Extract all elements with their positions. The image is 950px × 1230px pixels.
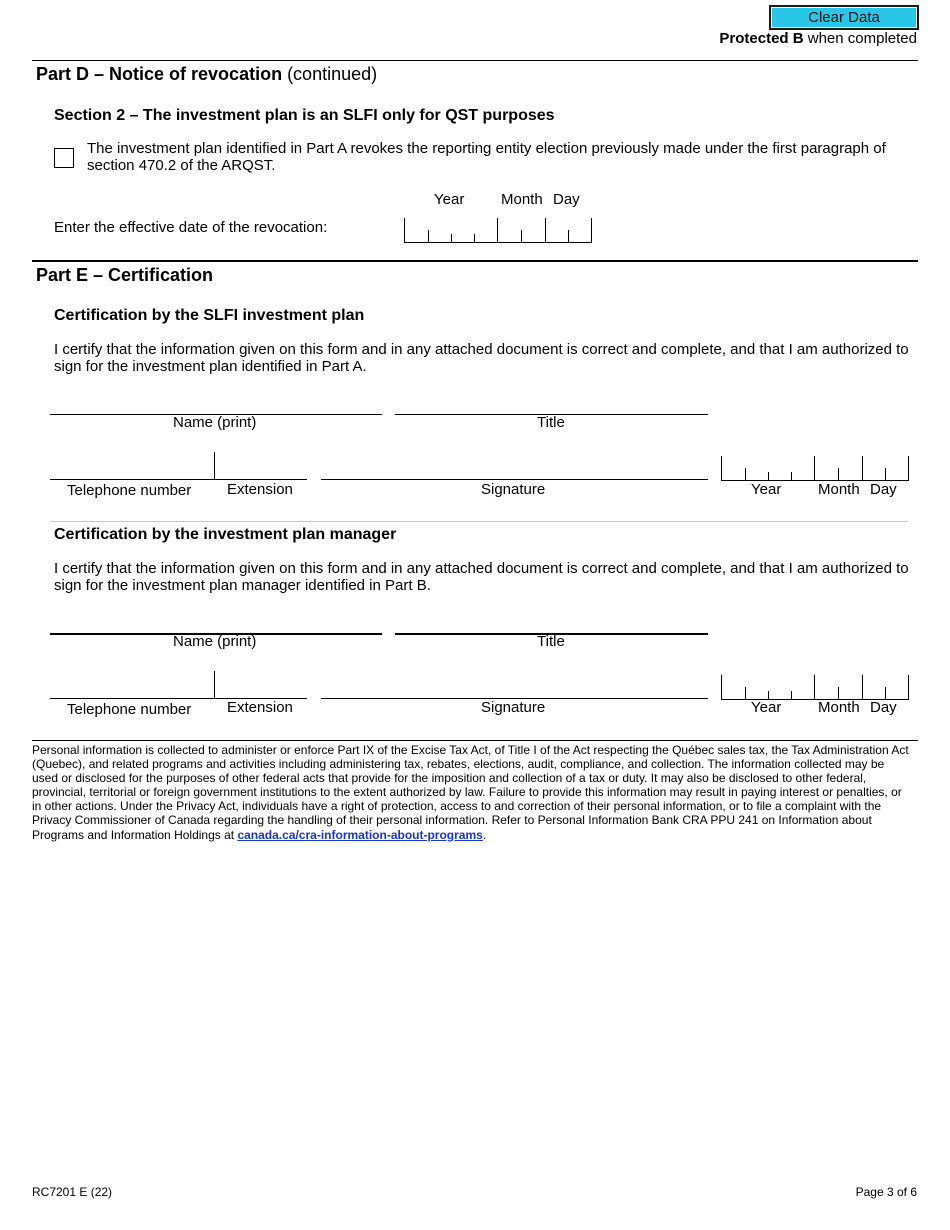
date-tick — [428, 230, 429, 242]
manager-signature-label: Signature — [481, 699, 546, 716]
phone-extension-divider — [214, 671, 215, 698]
date-tick — [451, 234, 452, 242]
date-tick — [545, 218, 546, 242]
privacy-statement — [32, 743, 912, 842]
date-tick — [814, 675, 815, 699]
part-d-title-text: Part D – Notice of revocation — [36, 64, 283, 84]
protected-b-notice — [719, 30, 917, 47]
divider — [32, 740, 918, 741]
manager-day-label: Day — [870, 699, 897, 716]
date-tick — [791, 691, 792, 699]
effective-date-field[interactable] — [404, 218, 592, 243]
slfi-telephone-input[interactable] — [50, 455, 213, 478]
manager-name-label: Name (print) — [173, 633, 257, 650]
manager-title-label: Title — [537, 633, 565, 650]
date-month-label: Month — [501, 191, 543, 208]
slfi-date-field[interactable] — [721, 456, 909, 481]
date-tick — [885, 468, 886, 480]
manager-date-field[interactable] — [721, 675, 909, 700]
date-tick — [768, 472, 769, 480]
section-2-title: Section 2 – The investment plan is an SLFI only for QST purposes — [54, 107, 555, 124]
date-tick — [768, 691, 769, 699]
manager-name-input[interactable] — [50, 614, 382, 632]
slfi-title-input[interactable] — [395, 395, 708, 413]
date-tick — [862, 675, 863, 699]
date-tick — [745, 468, 746, 480]
effective-date-label: Enter the effective date of the revocation: — [54, 219, 328, 236]
slfi-extension-label: Extension — [227, 481, 293, 498]
slfi-name-label: Name (print) — [173, 414, 257, 431]
date-tick — [521, 230, 522, 242]
phone-extension-divider — [214, 452, 215, 479]
date-tick — [474, 234, 475, 242]
date-tick — [745, 687, 746, 699]
page-number: Page 3 of 6 — [855, 1185, 917, 1199]
date-tick — [862, 456, 863, 480]
manager-signature-input[interactable] — [321, 674, 708, 697]
date-tick — [791, 472, 792, 480]
slfi-extension-input[interactable] — [215, 455, 307, 478]
slfi-telephone-label: Telephone number — [67, 482, 192, 499]
section-divider — [50, 521, 908, 522]
manager-year-label: Year — [751, 699, 782, 716]
manager-extension-input[interactable] — [215, 674, 307, 697]
clear-data-button[interactable]: Clear Data — [769, 5, 919, 30]
date-day-label: Day — [553, 191, 580, 208]
part-d-title-suffix: (continued) — [282, 64, 378, 84]
slfi-title-label: Title — [537, 414, 565, 431]
slfi-name-input[interactable] — [50, 395, 382, 413]
date-tick — [497, 218, 498, 242]
slfi-certification-title: Certification by the SLFI investment plan — [54, 307, 365, 324]
manager-telephone-label: Telephone number — [67, 701, 192, 718]
slfi-year-label: Year — [751, 481, 782, 498]
protected-b-label: Protected B — [719, 30, 804, 47]
manager-title-input[interactable] — [395, 614, 708, 632]
date-tick — [814, 456, 815, 480]
date-tick — [838, 468, 839, 480]
slfi-signature-line — [321, 479, 708, 480]
privacy-text: Personal information is collected to administer or enforce Part IX of the Excise Tax Act, of Title I of the Act respecting the Québec sales tax, the Tax Administration Act (Quebec), and related programs and activities including administering tax, rebates, elections, audit, compliance, and collection. The information collected may be used or disclosed for the purposes of other federal acts that provide for the imposition and collection of a tax or duty. It may also be disclosed to other federal, provincial, territorial or foreign government institutions to the extent authorized by law. Failure to provide this information may result in paying interest or penalties, or in other actions. Under the Privacy Act, individuals have a right of protection, access to and correction of their personal information, or to file a complaint with the Privacy Commissioner of Canada regarding the handling of their personal information. Refer to Personal Information Bank CRA PPU 241 on Information about Programs and Information Holdings at — [32, 743, 909, 842]
slfi-day-label: Day — [870, 481, 897, 498]
part-e-title: Part E – Certification — [36, 265, 214, 285]
manager-certification-title: Certification by the investment plan manager — [54, 526, 397, 543]
date-tick — [568, 230, 569, 242]
privacy-link[interactable]: canada.ca/cra-information-about-programs — [237, 827, 483, 842]
slfi-telephone-line — [50, 479, 307, 480]
date-year-label: Year — [434, 191, 465, 208]
manager-extension-label: Extension — [227, 699, 293, 716]
form-id: RC7201 E (22) — [32, 1185, 113, 1199]
manager-telephone-input[interactable] — [50, 674, 213, 697]
privacy-end: . — [482, 827, 487, 842]
date-tick — [838, 687, 839, 699]
part-d-title — [36, 64, 377, 85]
manager-month-label: Month — [818, 699, 860, 716]
divider — [32, 260, 918, 262]
slfi-signature-label: Signature — [481, 481, 546, 498]
protected-b-suffix: when completed — [803, 30, 917, 47]
slfi-certification-text: I certify that the information given on this form and in any attached document is correct and complete, and that I am authorized to sign for the investment plan identified in Part A. — [54, 341, 909, 375]
manager-certification-text: I certify that the information given on this form and in any attached document is correct and complete, and that I am authorized to sign for the investment plan manager identified in Part B. — [54, 560, 909, 594]
revocation-checkbox-text: The investment plan identified in Part A revokes the reporting entity election previously made under the first paragraph of section 470.2 of the ARQST. — [87, 140, 886, 174]
slfi-signature-input[interactable] — [321, 455, 708, 478]
divider — [32, 60, 918, 61]
revocation-checkbox[interactable] — [54, 148, 74, 168]
date-tick — [885, 687, 886, 699]
slfi-month-label: Month — [818, 481, 860, 498]
